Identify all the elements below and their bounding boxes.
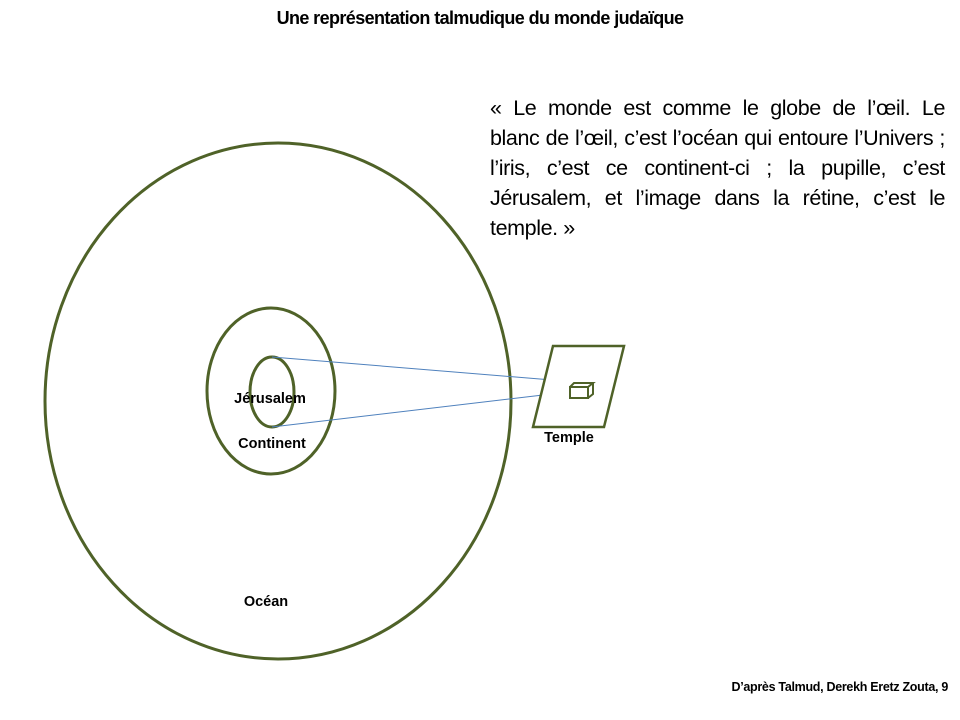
- connector-line-bottom: [272, 395, 543, 427]
- source-citation: D’après Talmud, Derekh Eretz Zouta, 9: [731, 680, 948, 694]
- talmud-quote: « Le monde est comme le globe de l’œil. Le blanc de l’œil, c’est l’océan qui entoure l’Univers ; l’iris, c’est ce continent-ci ; la pupille, c’est Jérusalem, et l’image dans la rétine, c’est le temple. »: [490, 96, 945, 240]
- temple-label: Temple: [544, 430, 594, 446]
- jerusalem-label: Jérusalem: [234, 391, 306, 407]
- diagram-title: Une représentation talmudique du monde judaïque: [276, 8, 684, 28]
- ocean-label: Océan: [243, 594, 289, 610]
- continent-label: Continent: [238, 436, 306, 452]
